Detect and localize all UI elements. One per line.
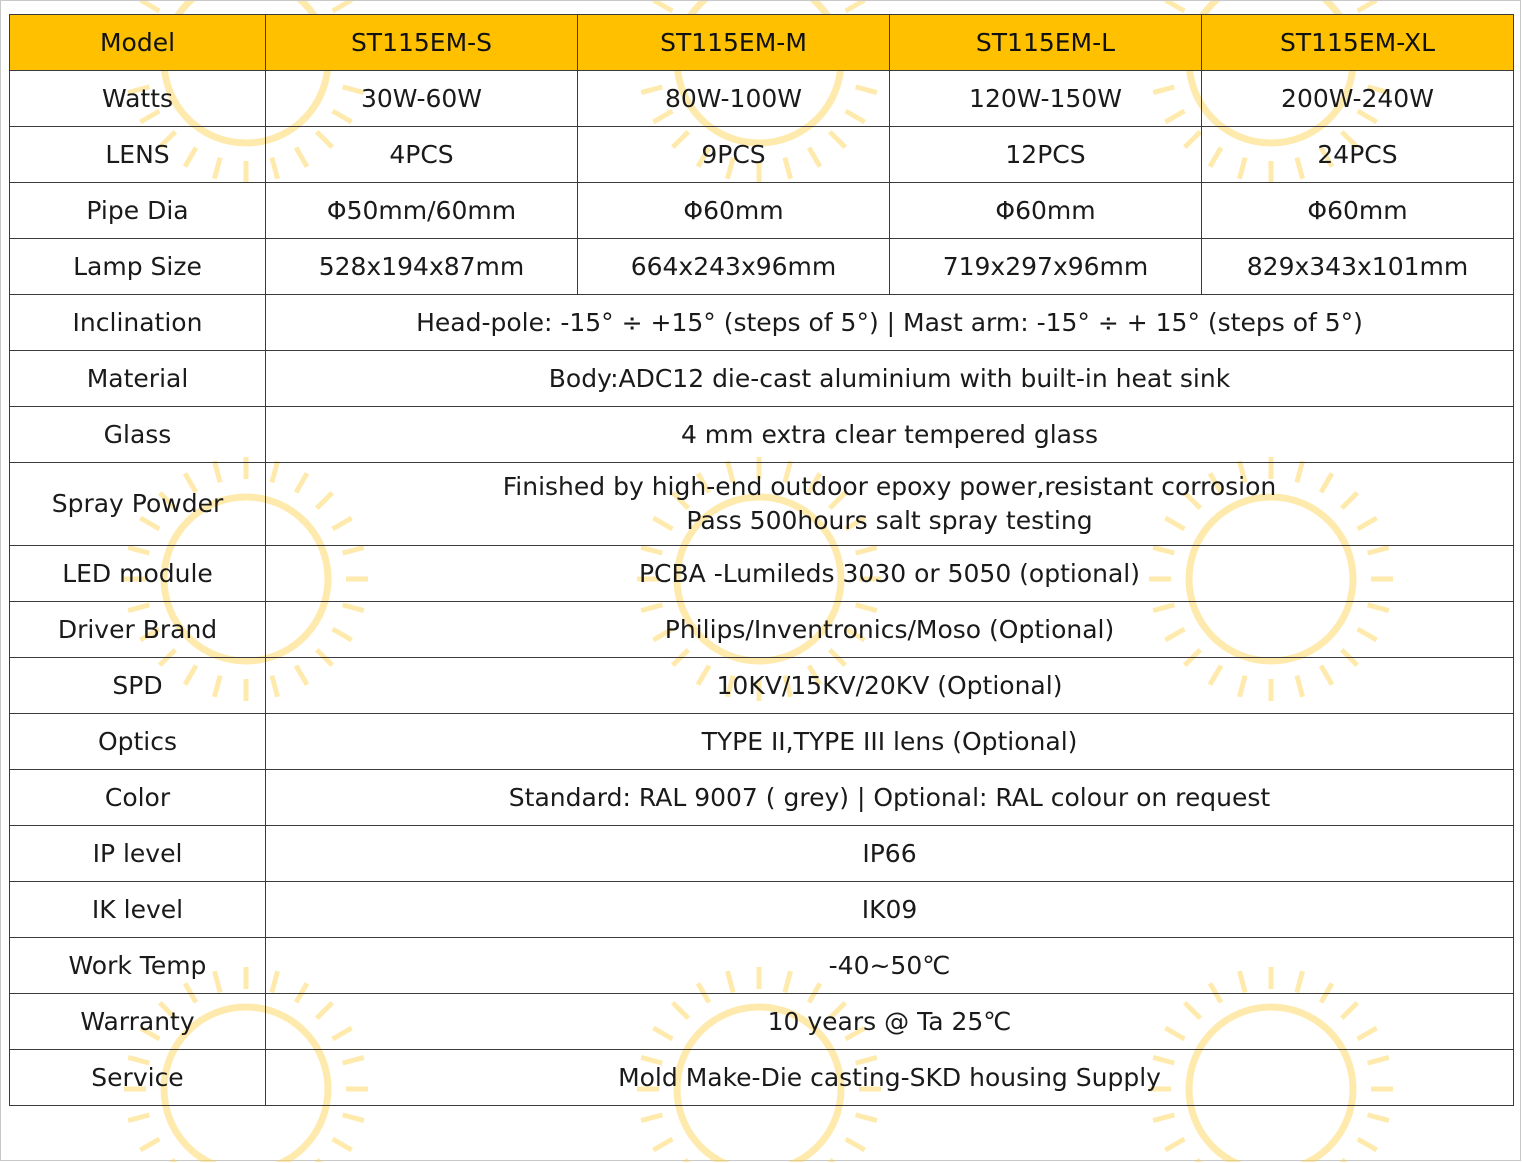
cell-line: Pass 500hours salt spray testing: [686, 506, 1093, 535]
table-row-service: [10, 1050, 1514, 1106]
row-label: Warranty: [10, 994, 266, 1050]
cell-value: Φ50mm/60mm: [266, 183, 578, 239]
row-label: Work Temp: [10, 938, 266, 994]
cell-value-shared: 10 years @ Ta 25℃: [266, 994, 1514, 1050]
cell-value: 80W-100W: [578, 71, 890, 127]
header-model-label: Model: [10, 15, 266, 71]
row-label: Material: [10, 351, 266, 407]
cell-value: 664x243x96mm: [578, 239, 890, 295]
table-row-led-module: [10, 546, 1514, 602]
row-label: Optics: [10, 714, 266, 770]
cell-line: Finished by high-end outdoor epoxy power,resistant corrosion: [502, 472, 1277, 502]
row-label: Color: [10, 770, 266, 826]
cell-value: Φ60mm: [578, 183, 890, 239]
row-label: Inclination: [10, 295, 266, 351]
table-row-work-temp: [10, 938, 1514, 994]
cell-value-shared: 10KV/15KV/20KV (Optional): [266, 658, 1514, 714]
table-row-spray-powder: [10, 463, 1514, 546]
row-label: Watts: [10, 71, 266, 127]
cell-value-shared: Philips/Inventronics/Moso (Optional): [266, 602, 1514, 658]
row-label: Pipe Dia: [10, 183, 266, 239]
header-row: [10, 15, 1514, 71]
row-label: IK level: [10, 882, 266, 938]
row-label: Lamp Size: [10, 239, 266, 295]
cell-value: 9PCS: [578, 127, 890, 183]
table-row-glass: [10, 407, 1514, 463]
header-model-xl: ST115EM-XL: [1202, 15, 1514, 71]
table-row-ik-level: [10, 882, 1514, 938]
cell-value: 528x194x87mm: [266, 239, 578, 295]
table-row-ip-level: [10, 826, 1514, 882]
table-row-inclination: [10, 295, 1514, 351]
row-label: SPD: [10, 658, 266, 714]
row-label: Spray Powder: [10, 463, 266, 546]
cell-value-shared: PCBA -Lumileds 3030 or 5050 (optional): [266, 546, 1514, 602]
row-label: IP level: [10, 826, 266, 882]
table-row-lens: [10, 127, 1514, 183]
cell-value-shared: IP66: [266, 826, 1514, 882]
table-row-spd: [10, 658, 1514, 714]
row-label: LENS: [10, 127, 266, 183]
cell-value-shared: Mold Make-Die casting-SKD housing Supply: [266, 1050, 1514, 1106]
cell-value: Φ60mm: [890, 183, 1202, 239]
cell-value-shared: 4 mm extra clear tempered glass: [266, 407, 1514, 463]
table-row-warranty: [10, 994, 1514, 1050]
row-label: Glass: [10, 407, 266, 463]
cell-value-shared: Head-pole: -15° ÷ +15° (steps of 5°) | Mast arm: -15° ÷ + 15° (steps of 5°): [266, 295, 1514, 351]
cell-value-shared: IK09: [266, 882, 1514, 938]
row-label: Service: [10, 1050, 266, 1106]
table-row-watts: [10, 71, 1514, 127]
cell-value: 829x343x101mm: [1202, 239, 1514, 295]
cell-value: 4PCS: [266, 127, 578, 183]
header-model-s: ST115EM-S: [266, 15, 578, 71]
cell-value: 719x297x96mm: [890, 239, 1202, 295]
cell-value: 30W-60W: [266, 71, 578, 127]
table-row-color: [10, 770, 1514, 826]
cell-value-shared: -40~50℃: [266, 938, 1514, 994]
header-model-m: ST115EM-M: [578, 15, 890, 71]
table-row-lamp-size: [10, 239, 1514, 295]
cell-value-shared: Standard: RAL 9007 ( grey) | Optional: RAL colour on request: [266, 770, 1514, 826]
cell-value: 120W-150W: [890, 71, 1202, 127]
table-row-pipe-dia: [10, 183, 1514, 239]
cell-value-shared: TYPE II,TYPE III lens (Optional): [266, 714, 1514, 770]
cell-value: 12PCS: [890, 127, 1202, 183]
table-row-driver-brand: [10, 602, 1514, 658]
header-model-l: ST115EM-L: [890, 15, 1202, 71]
row-label: Driver Brand: [10, 602, 266, 658]
cell-value: Φ60mm: [1202, 183, 1514, 239]
spec-table: [9, 14, 1514, 1106]
cell-value: 24PCS: [1202, 127, 1514, 183]
cell-value: 200W-240W: [1202, 71, 1514, 127]
cell-value-shared: Body:ADC12 die-cast aluminium with built-in heat sink: [266, 351, 1514, 407]
table-row-material: [10, 351, 1514, 407]
cell-value-shared: [266, 463, 1514, 546]
row-label: LED module: [10, 546, 266, 602]
table-row-optics: [10, 714, 1514, 770]
